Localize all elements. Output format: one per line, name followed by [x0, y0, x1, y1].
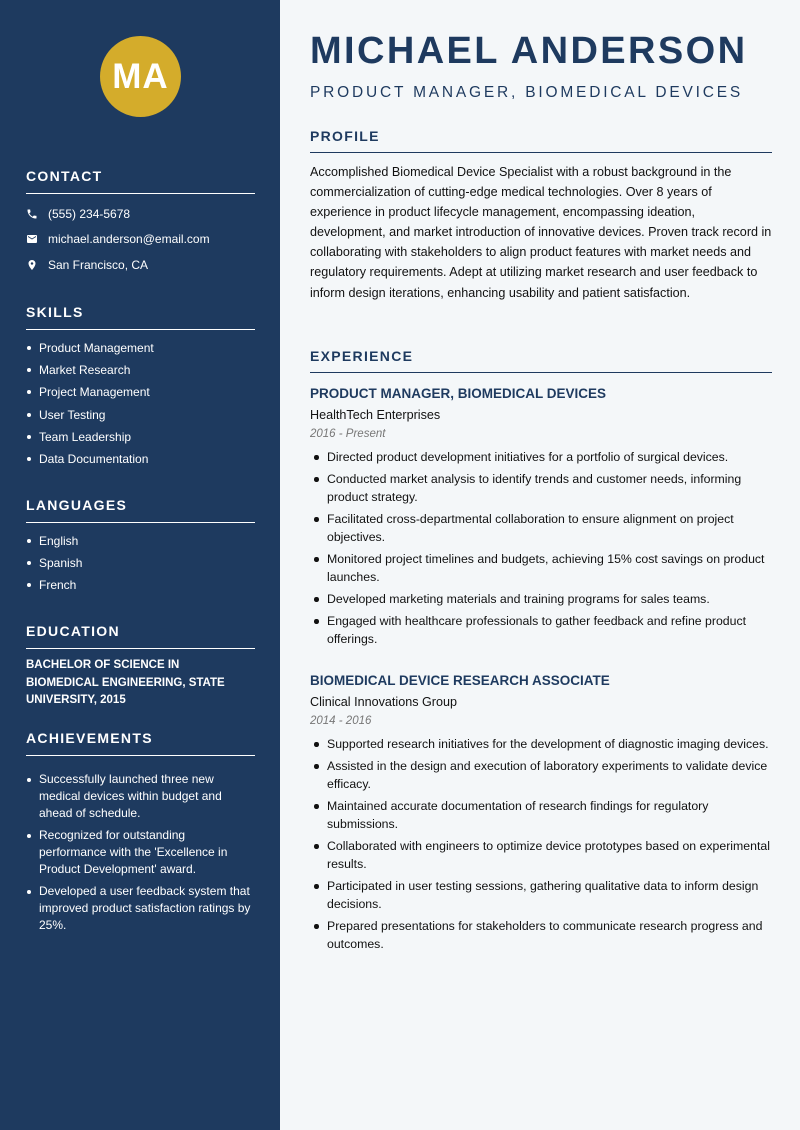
- skills-heading: SKILLS: [26, 304, 255, 330]
- contact-section: [26, 168, 255, 278]
- sidebar: [0, 0, 280, 1130]
- achievement-item: Successfully launched three new medical devices within budget and ahead of schedule.: [26, 771, 255, 822]
- location-pin-icon: [26, 259, 38, 271]
- email-icon: [26, 233, 38, 245]
- skills-section: [26, 304, 255, 470]
- job-title: BIOMEDICAL DEVICE RESEARCH ASSOCIATE: [310, 673, 610, 688]
- skill-item: User Testing: [26, 404, 255, 426]
- job-bullet: Prepared presentations for stakeholders to communicate research progress and outcomes.: [310, 917, 772, 953]
- achievement-item: Developed a user feedback system that improved product satisfaction ratings by 25%.: [26, 883, 255, 934]
- job-bullets: [310, 735, 772, 953]
- job-bullet: Facilitated cross-departmental collaboration to ensure alignment on project objectives.: [310, 510, 772, 546]
- job-bullet: Engaged with healthcare professionals to gather feedback and refine product offerings.: [310, 612, 772, 648]
- job-title: PRODUCT MANAGER, BIOMEDICAL DEVICES: [310, 386, 607, 401]
- languages-list: [26, 530, 255, 597]
- language-item: English: [26, 530, 255, 552]
- job-bullet: Participated in user testing sessions, gathering qualitative data to inform design decisions.: [310, 877, 772, 913]
- job-bullet: Directed product development initiatives for a portfolio of surgical devices.: [310, 448, 772, 466]
- education-degree: BACHELOR OF SCIENCE IN BIOMEDICAL ENGINEERING, STATE UNIVERSITY, 2015: [26, 659, 225, 706]
- skill-item: Team Leadership: [26, 426, 255, 448]
- job-bullet: Maintained accurate documentation of research findings for regulatory submissions.: [310, 797, 772, 833]
- job-bullets: [310, 448, 772, 648]
- job-dates: 2016 - Present: [310, 428, 386, 440]
- contact-phone: [26, 201, 255, 227]
- contact-email: [26, 227, 255, 253]
- skill-item: Market Research: [26, 359, 255, 381]
- profile-heading: PROFILE: [310, 128, 772, 153]
- experience-heading: EXPERIENCE: [310, 348, 772, 373]
- contact-location: [26, 252, 255, 278]
- job-entry: [310, 673, 772, 957]
- job-entry: [310, 386, 772, 652]
- job-bullet: Supported research initiatives for the development of diagnostic imaging devices.: [310, 735, 772, 753]
- avatar-initials: MA: [100, 36, 181, 117]
- profile-text: Accomplished Biomedical Device Specialist with a robust background in the commercialization of cutting-edge medical technologies. Over 8 years of experience in product lifecycle management, encompassing ideation, development, and market introduction of innovative devices. Proven track record in collaborating with stakeholders to align product features with market needs and regulatory requirements. Adept at utilizing market research and user feedback to inform design iterations, enhancing usability and patient satisfaction.: [310, 165, 772, 300]
- experience-section: [310, 348, 772, 373]
- skill-item: Project Management: [26, 381, 255, 403]
- profile-section: [310, 128, 772, 303]
- skills-list: [26, 337, 255, 470]
- contact-heading: CONTACT: [26, 168, 255, 194]
- job-bullet: Assisted in the design and execution of laboratory experiments to validate device efficacy.: [310, 757, 772, 793]
- job-bullet: Collaborated with engineers to optimize device prototypes based on experimental results.: [310, 837, 772, 873]
- email-text: michael.anderson@email.com: [48, 232, 210, 247]
- education-section: [26, 623, 255, 710]
- achievements-heading: ACHIEVEMENTS: [26, 730, 255, 756]
- language-item: French: [26, 574, 255, 596]
- education-heading: EDUCATION: [26, 623, 255, 649]
- job-bullet: Monitored project timelines and budgets, achieving 15% cost savings on product launches.: [310, 550, 772, 586]
- job-bullet: Developed marketing materials and training programs for sales teams.: [310, 590, 772, 608]
- language-item: Spanish: [26, 552, 255, 574]
- achievements-section: [26, 730, 255, 939]
- achievement-item: Recognized for outstanding performance with the 'Excellence in Product Development' award.: [26, 827, 255, 878]
- job-dates: 2014 - 2016: [310, 715, 372, 727]
- phone-text: (555) 234-5678: [48, 206, 131, 221]
- skill-item: Product Management: [26, 337, 255, 359]
- job-company: Clinical Innovations Group: [310, 695, 458, 709]
- job-bullet: Conducted market analysis to identify trends and customer needs, informing product strategy.: [310, 470, 772, 506]
- skill-item: Data Documentation: [26, 448, 255, 470]
- phone-icon: [26, 208, 38, 220]
- achievements-list: [26, 771, 255, 934]
- job-company: HealthTech Enterprises: [310, 408, 441, 422]
- candidate-name: MICHAEL ANDERSON: [310, 30, 748, 72]
- languages-heading: LANGUAGES: [26, 497, 255, 523]
- candidate-title: PRODUCT MANAGER, BIOMEDICAL DEVICES: [310, 84, 744, 101]
- location-text: San Francisco, CA: [48, 257, 149, 272]
- languages-section: [26, 497, 255, 597]
